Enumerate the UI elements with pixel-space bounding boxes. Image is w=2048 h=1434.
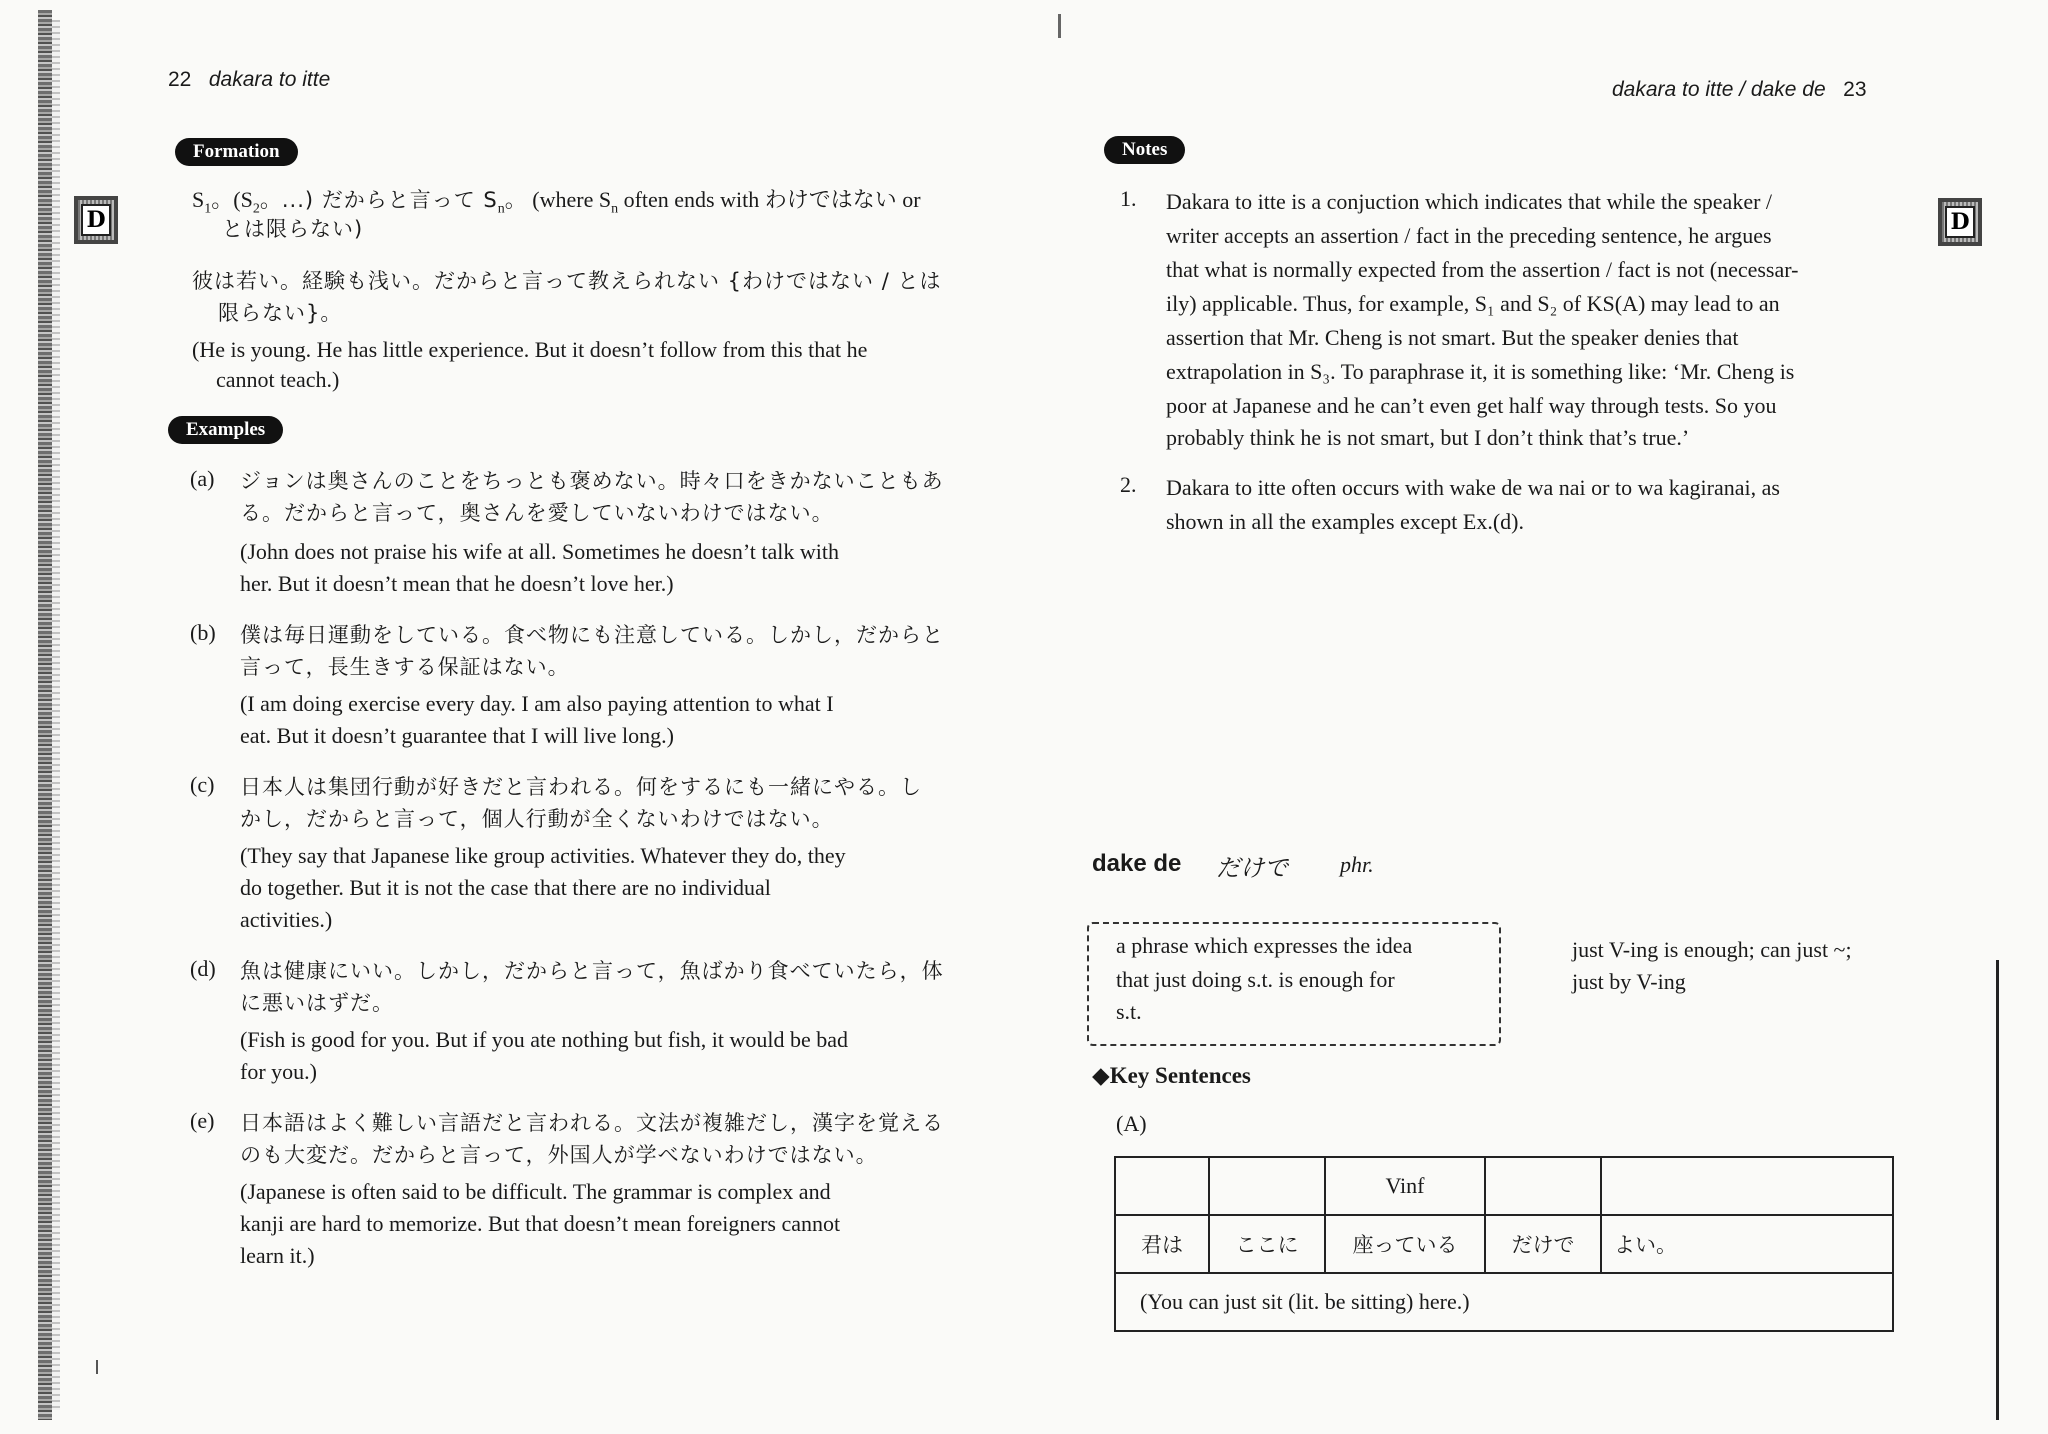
left-tab-letter: D — [81, 204, 111, 236]
examples-label: Examples — [168, 416, 283, 444]
example-a-en-2: her. But it doesn’t mean that he doesn’t love her.) — [240, 571, 674, 596]
right-section-tab — [1938, 198, 1982, 246]
example-e-en-3: learn it.) — [240, 1243, 315, 1268]
definition-line-1: a phrase which expresses the idea — [1116, 933, 1413, 958]
example-a-jp-2: る。だからと言って，奥さんを愛していないわけではない。 — [240, 501, 834, 525]
left-page-number: 22 — [168, 68, 192, 91]
note-1-line-8: probably think he is not smart, but I don’t think that’s true.’ — [1166, 425, 1690, 450]
left-page-header — [168, 68, 330, 92]
formation-where: (where S — [532, 187, 612, 212]
formation-line2: とは限らない) — [222, 217, 364, 241]
gloss-line-1: just V-ing is enough; can just ~; — [1572, 937, 1852, 962]
example-c-en-3: activities.) — [240, 907, 333, 932]
example-e-jp-1: 日本語はよく難しい言語だと言われる。文法が複雑だし，漢字を覚える — [240, 1111, 944, 1135]
table-cell-dakede: だけで — [1485, 1215, 1601, 1273]
formation-en-2: cannot teach.) — [216, 367, 340, 392]
key-sentences-heading: ◆Key Sentences — [1092, 1063, 1251, 1088]
example-a-en-1: (John does not praise his wife at all. Sometimes he doesn’t talk with — [240, 539, 839, 564]
example-b-jp-1: 僕は毎日運動をしている。食べ物にも注意している。しかし，だからと — [240, 623, 944, 647]
example-a-jp-1: ジョンは奥さんのことをちっとも褒めない。時々口をきかないこともあ — [240, 469, 944, 493]
example-d-en-1: (Fish is good for you. But if you ate nothing but fish, it would be bad — [240, 1027, 849, 1052]
example-b-jp-2: 言って，長生きする保証はない。 — [240, 655, 570, 679]
table-cell-kimi: 君は — [1115, 1215, 1209, 1273]
table-cell-vinf: Vinf — [1325, 1157, 1485, 1215]
table-cell-suwatte: 座っている — [1325, 1215, 1485, 1273]
entry-pos: phr. — [1340, 852, 1374, 877]
entry-kana: だけで — [1216, 854, 1288, 882]
example-d-jp-2: に悪いはずだ。 — [240, 991, 394, 1015]
table-cell — [1209, 1157, 1325, 1215]
note-2-line-2: shown in all the examples except Ex.(d). — [1166, 509, 1525, 534]
table-header-row — [1115, 1157, 1893, 1215]
left-section-tab — [74, 196, 118, 244]
note-number: 1. — [1120, 186, 1137, 211]
definition-line-3: s.t. — [1116, 999, 1142, 1024]
formation-jp-example-2: 限らない}。 — [218, 301, 343, 325]
note-1-line-2: writer accepts an assertion / fact in the preceding sentence, he argues — [1166, 223, 1772, 248]
example-label: (e) — [190, 1108, 215, 1133]
formation-s2: (S — [233, 187, 253, 212]
right-running-head: dakara to itte / dake de — [1612, 78, 1826, 101]
table-cell-yoi: よい。 — [1601, 1215, 1893, 1273]
example-e-en-1: (Japanese is often said to be difficult. The grammar is complex and — [240, 1179, 831, 1204]
gutter-mark — [1058, 14, 1061, 38]
right-tab-letter: D — [1945, 206, 1975, 238]
example-e-en-2: kanji are hard to memorize. But that doesn’t mean foreigners cannot — [240, 1211, 841, 1236]
formation-en-1: (He is young. He has little experience. But it doesn’t follow from this that he — [192, 337, 868, 362]
key-sentence-label: (A) — [1116, 1111, 1147, 1136]
scan-mark — [96, 1360, 98, 1374]
example-b-en-2: eat. But it doesn’t guarantee that I will live long.) — [240, 723, 674, 748]
example-e-jp-2: のも大変だ。だからと言って，外国人が学べないわけではない。 — [240, 1143, 878, 1167]
example-label: (d) — [190, 956, 216, 981]
table-cell — [1485, 1157, 1601, 1215]
note-1-line-7: poor at Japanese and he can’t even get half way through tests. So you — [1166, 393, 1777, 418]
key-sentence-table — [1114, 1156, 1894, 1332]
table-translation-row — [1115, 1273, 1893, 1331]
formation-ends-with: often ends with わけではない or — [618, 187, 921, 212]
note-number: 2. — [1120, 472, 1137, 497]
table-row — [1115, 1215, 1893, 1273]
example-c-en-2: do together. But it is not the case that there are no individual — [240, 875, 771, 900]
scan-right-rule — [1996, 960, 1999, 1420]
formation-label: Formation — [175, 138, 298, 166]
gloss-line-2: just by V-ing — [1572, 969, 1686, 994]
left-running-head: dakara to itte — [208, 68, 331, 91]
entry-romaji: dake de — [1092, 850, 1182, 877]
note-1-line-3: that what is normally expected from the assertion / fact is not (necessar- — [1166, 257, 1799, 282]
right-page-number: 23 — [1843, 78, 1867, 101]
formation-dakara: ...) だからと言って S — [281, 188, 498, 212]
note-2-line-1: Dakara to itte often occurs with wake de wa nai or to wa kagiranai, as — [1166, 475, 1780, 500]
table-cell — [1601, 1157, 1893, 1215]
example-d-en-2: for you.) — [240, 1059, 317, 1084]
right-page-header — [1612, 78, 1867, 102]
note-1-line-4: ily) applicable. Thus, for example, S₁ and S₂ of KS(A) may lead to an — [1166, 291, 1780, 316]
example-b-en-1: (I am doing exercise every day. I am also paying attention to what I — [240, 691, 834, 716]
formation-pattern: $S_1$。($S_2$。...) だからと言って $S_n$。 (where $S_n$ often ends with わけではない or — [192, 187, 921, 217]
example-c-jp-1: 日本人は集団行動が好きだと言われる。何をするにも一緒にやる。し — [240, 775, 922, 799]
example-d-jp-1: 魚は健康にいい。しかし，だからと言って，魚ばかり食べていたら，体 — [240, 959, 944, 983]
note-1-line-5: assertion that Mr. Cheng is not smart. But the speaker denies that — [1166, 325, 1739, 350]
example-label: (c) — [190, 772, 215, 797]
note-1-line-1: Dakara to itte is a conjuction which indicates that while the speaker / — [1166, 189, 1773, 214]
example-label: (a) — [190, 466, 215, 491]
note-1-line-6: extrapolation in S₃. To paraphrase it, it is something like: ‘Mr. Cheng is — [1166, 359, 1795, 384]
table-translation: (You can just sit (lit. be sitting) here.) — [1115, 1273, 1893, 1331]
example-c-jp-2: かし，だからと言って，個人行動が全くないわけではない。 — [240, 807, 834, 831]
table-cell — [1115, 1157, 1209, 1215]
formation-jp-example-1: 彼は若い。経験も浅い。だからと言って教えられない {わけではない / とは — [192, 269, 942, 293]
scan-binding-shadow — [52, 20, 60, 1410]
definition-line-2: that just doing s.t. is enough for — [1116, 967, 1395, 992]
formation-s: S — [192, 187, 205, 212]
table-cell-kokoni: ここに — [1209, 1215, 1325, 1273]
scan-binding-edge — [38, 10, 52, 1420]
notes-label: Notes — [1104, 136, 1185, 164]
example-label: (b) — [190, 620, 216, 645]
example-c-en-1: (They say that Japanese like group activities. Whatever they do, they — [240, 843, 846, 868]
